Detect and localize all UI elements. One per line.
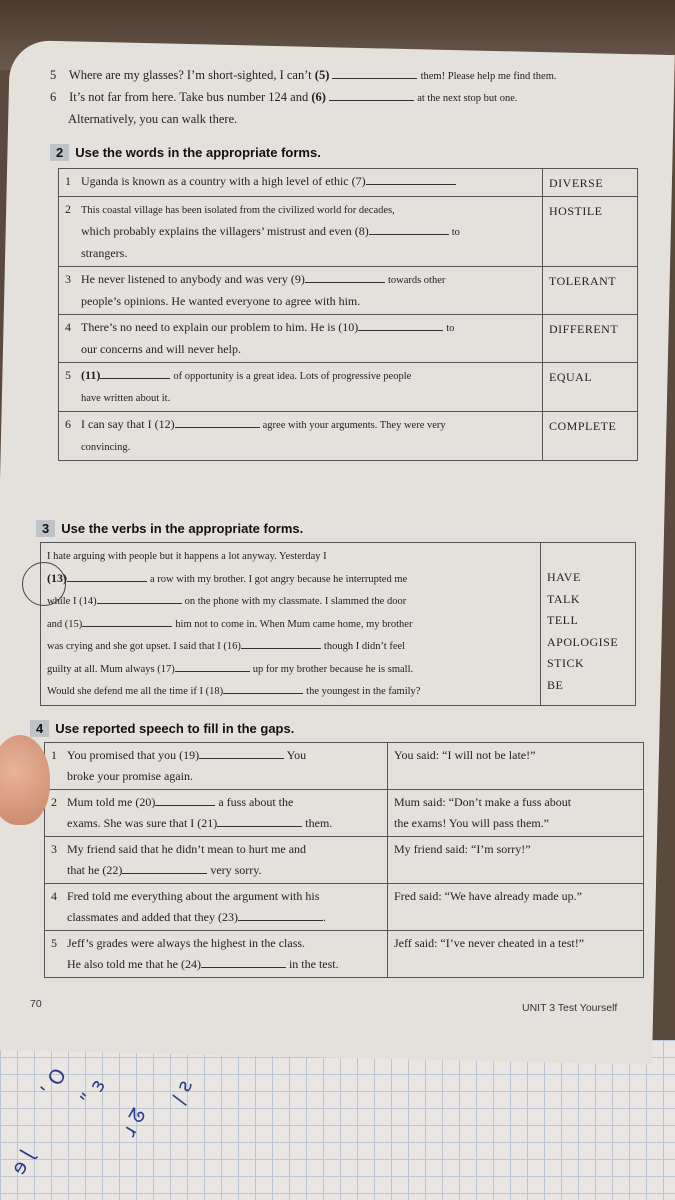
gap-blank[interactable]: [223, 683, 303, 694]
exercise-number: 2: [50, 144, 69, 161]
item-text: Where are my glasses? I’m short-sighted, I can’t: [68, 68, 315, 82]
unit-footer: UNIT 3 Test Yourself: [522, 1002, 618, 1014]
ex4-said-3: My friend said: “I’m sorry!”: [388, 837, 644, 884]
said-text: the exams! You will pass them.”: [394, 816, 549, 830]
ex4-said-5: Jeff said: “I’ve never cheated in a test!”: [388, 931, 644, 978]
said-text: Mum said: “Don’t make a fuss about: [394, 795, 572, 809]
item-tail: a fuss about the: [218, 795, 294, 809]
ex3-text: [41, 543, 541, 706]
item-number: 3: [65, 272, 71, 286]
ex2-sentence-1: [59, 169, 543, 197]
gap-label: (6): [311, 90, 326, 104]
gap-blank[interactable]: [332, 68, 417, 79]
table-row: [45, 790, 644, 837]
ex1-item-6-cont: Alternatively, you can walk there.: [68, 112, 238, 126]
item-number: 5: [51, 936, 57, 950]
table-row: [59, 169, 638, 197]
item-number: 1: [65, 174, 71, 188]
item-tail: agree with your arguments. They were very: [262, 420, 446, 431]
text-line: the youngest in the family?: [306, 686, 421, 697]
ex3-table: [40, 542, 636, 706]
item-number: 1: [51, 748, 57, 762]
ex4-sentence-3: [45, 837, 388, 884]
text-line: a row with my brother. I got angry because he interrupted me: [150, 573, 408, 585]
ex4-said-2: [388, 790, 644, 837]
item-tail: very sorry.: [210, 863, 262, 877]
gap-label: (11): [81, 368, 101, 382]
gap-label: (5): [314, 68, 330, 82]
text-line: him not to come in. When Mum came home, my brother: [175, 618, 413, 630]
ex2-sentence-6: [59, 412, 543, 461]
textbook-page: [0, 40, 675, 1065]
gap-blank[interactable]: [366, 174, 456, 185]
text-line: guilty at all. Mum always (17): [47, 663, 175, 675]
table-row: [59, 363, 638, 412]
ex4-sentence-1: [44, 743, 387, 790]
table-row: [59, 412, 638, 461]
gap-blank[interactable]: [241, 638, 321, 649]
handwriting-scribble: ɹ ᘔ: [116, 1104, 152, 1140]
page-number: 70: [29, 998, 42, 1010]
text-line: though I didn’t feel: [323, 641, 406, 652]
gap-blank[interactable]: [217, 816, 302, 827]
ex1-item-6: [50, 90, 518, 105]
item-text: have written about it.: [81, 393, 171, 404]
gap-blank[interactable]: [122, 863, 207, 874]
ex2-sentence-5: [59, 363, 543, 412]
text-line: was crying and she got upset. I said that I (16): [47, 641, 241, 652]
ex4-said-1: You said: “I will not be late!”: [388, 743, 644, 790]
gap-blank[interactable]: [175, 661, 250, 672]
gap-blank[interactable]: [97, 593, 182, 604]
item-text: exams. She was sure that I (21): [67, 816, 218, 830]
ex2-word-6: COMPLETE: [543, 412, 638, 461]
item-text: strangers.: [81, 246, 128, 260]
gap-blank[interactable]: [369, 224, 449, 235]
item-tail: You: [286, 748, 307, 762]
exercise-title: Use the words in the appropriate forms.: [75, 145, 321, 160]
ex2-table: [58, 168, 638, 461]
gap-blank[interactable]: [100, 368, 170, 379]
item-text: Jeff’s grades were always the highest in the class.: [67, 936, 306, 950]
item-number: 2: [51, 795, 57, 809]
item-number: 5: [50, 68, 57, 82]
exercise-title: Use reported speech to fill in the gaps.: [55, 721, 295, 736]
table-row: [45, 931, 644, 978]
exercise-number: 4: [30, 720, 49, 737]
ex3-heading: [36, 520, 303, 537]
ex4-table: [44, 742, 644, 978]
handwriting-scribble: / ƨ: [166, 1076, 198, 1108]
ex2-word-4: DIFFERENT: [543, 315, 638, 363]
item-text: Fred told me everything about the argument with his: [67, 889, 320, 903]
ex2-word-1: DIVERSE: [543, 169, 638, 197]
item-text: convincing.: [81, 442, 131, 453]
item-text: He also told me that he (24): [67, 957, 201, 971]
ex2-word-3: TOLERANT: [543, 267, 638, 315]
table-row: [59, 267, 638, 315]
ex4-heading: [30, 720, 294, 737]
handwriting-scribble: ʹ О: [36, 1064, 72, 1100]
item-tail: at the next stop but one.: [417, 93, 518, 104]
item-tail: in the test.: [288, 957, 339, 971]
gap-blank[interactable]: [155, 795, 215, 806]
item-text: people’s opinions. He wanted everyone to agree with him.: [81, 294, 361, 308]
gap-blank[interactable]: [238, 910, 323, 921]
item-text: classmates and added that they (23): [67, 910, 238, 924]
item-text: There’s no need to explain our problem to him. He is (10): [81, 320, 359, 334]
gap-blank[interactable]: [305, 272, 385, 283]
ex2-sentence-2: [59, 197, 543, 267]
item-text: You promised that you (19): [67, 748, 200, 762]
verb-word: TALK: [547, 591, 581, 606]
ex4-said-4: Fred said: “We have already made up.”: [388, 884, 644, 931]
item-number: 5: [65, 368, 71, 382]
verb-word: APOLOGISE: [547, 634, 619, 649]
ex4-sentence-4: [45, 884, 388, 931]
item-number: 4: [51, 889, 58, 903]
table-row: [59, 315, 638, 363]
text-line: on the phone with my classmate. I slammed the door: [184, 596, 407, 607]
item-tail: .: [322, 910, 326, 924]
gap-blank[interactable]: [82, 616, 172, 627]
table-row: [41, 543, 636, 706]
ex2-word-2: HOSTILE: [543, 197, 638, 267]
verb-word: STICK: [547, 656, 585, 670]
text-line: while I (14): [47, 596, 97, 607]
item-text: broke your promise again.: [67, 769, 193, 783]
gap-blank[interactable]: [175, 417, 260, 428]
ex2-heading: [50, 144, 321, 161]
item-text: My friend said that he didn’t mean to hurt me and: [67, 842, 307, 856]
table-row: [44, 743, 643, 790]
item-number: 3: [51, 842, 58, 856]
item-tail: to: [446, 323, 455, 334]
gap-blank[interactable]: [67, 571, 147, 582]
text-line: I hate arguing with people but it happens a lot anyway. Yesterday I: [47, 551, 327, 562]
item-tail: to: [451, 227, 460, 238]
gap-label: (13): [47, 570, 67, 585]
text-line: and (15): [47, 618, 83, 630]
item-tail: them.: [305, 816, 333, 830]
ex2-sentence-4: [59, 315, 543, 363]
table-row: [45, 837, 644, 884]
text-line: up for my brother because he is small.: [252, 663, 414, 675]
item-text: Uganda is known as a country with a high level of ethic (7): [81, 174, 366, 189]
handwriting-scribble: ɘ ɭ: [5, 1145, 39, 1179]
item-text: Mum told me (20): [66, 795, 156, 809]
gap-blank[interactable]: [329, 90, 414, 101]
ex1-item-5: [50, 68, 557, 83]
ex4-sentence-2: [45, 790, 388, 837]
ex2-sentence-3: [59, 267, 543, 315]
verb-word: HAVE: [547, 570, 581, 584]
item-tail: them! Please help me find them.: [420, 71, 557, 82]
exercise-title: Use the verbs in the appropriate forms.: [61, 521, 304, 536]
item-tail: of opportunity is a great idea. Lots of progressive people: [173, 371, 412, 382]
item-text: which probably explains the villagers’ mistrust and even (8): [81, 224, 369, 238]
verb-word: TELL: [547, 613, 579, 627]
ex2-word-5: EQUAL: [543, 363, 638, 412]
text-line: Would she defend me all the time if I (18): [47, 686, 224, 697]
item-text: that he (22): [67, 863, 123, 877]
gap-blank[interactable]: [199, 748, 284, 759]
item-number: 6: [50, 90, 57, 104]
gap-blank[interactable]: [201, 957, 286, 968]
ex3-word-list: [541, 543, 636, 706]
notebook-grid-paper: [0, 1040, 675, 1200]
table-row: [59, 197, 638, 267]
item-number: 6: [65, 417, 71, 431]
item-number: 2: [65, 202, 71, 216]
table-row: [45, 884, 644, 931]
verb-word: BE: [547, 677, 564, 692]
item-tail: towards other: [387, 275, 446, 286]
item-text: This coastal village has been isolated from the civilized world for decades,: [81, 205, 395, 216]
item-text: I can say that I (12): [81, 417, 175, 431]
exercise-number: 3: [36, 520, 55, 537]
gap-blank[interactable]: [358, 320, 443, 331]
item-number: 4: [65, 320, 71, 334]
handwriting-scribble: ʺ ɜ: [76, 1074, 111, 1110]
item-text: It’s not far from here. Take bus number 124 and: [69, 90, 312, 104]
item-text: He never listened to anybody and was very (9): [81, 272, 305, 286]
ex4-sentence-5: [45, 931, 388, 978]
item-text: our concerns and will never help.: [81, 342, 241, 356]
